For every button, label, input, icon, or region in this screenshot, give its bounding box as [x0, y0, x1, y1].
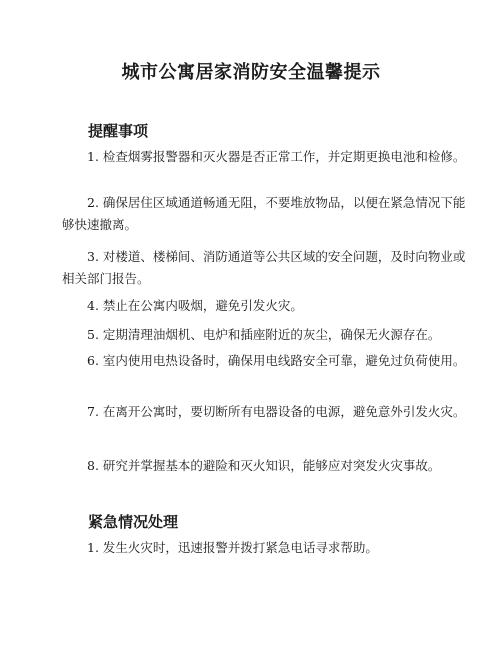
page-title: 城市公寓居家消防安全温馨提示 [121, 62, 381, 83]
list-item: 8. 研究并掌握基本的避险和灭火知识，能够应对突发火灾事故。 [87, 458, 441, 473]
list-item: 7. 在离开公寓时，要切断所有电器设备的电源，避免意外引发火灾。 [87, 404, 466, 419]
list-item: 1. 发生火灾时，迅速报警并拨打紧急电话寻求帮助。 [87, 540, 378, 555]
list-item: 4. 禁止在公寓内吸烟，避免引发火灾。 [87, 298, 303, 313]
list-item: 5. 定期清理油烟机、电炉和插座附近的灰尘，确保无火源存在。 [87, 327, 441, 342]
section-heading-reminders: 提醒事项 [88, 122, 149, 140]
list-item: 3. 对楼道、楼梯间、消防通道等公共区域的安全问题，及时向物业或相关部门报告。 [62, 249, 466, 286]
list-item: 6. 室内使用电热设备时，确保用电线路安全可靠，避免过负荷使用。 [87, 353, 466, 368]
list-item: 2. 确保居住区域通道畅通无阻，不要堆放物品，以便在紧急情况下能够快速撤离。 [62, 195, 466, 232]
list-item: 1. 检查烟雾报警器和灭火器是否正常工作，并定期更换电池和检修。 [87, 149, 466, 164]
section-heading-emergency: 紧急情况处理 [88, 513, 179, 531]
